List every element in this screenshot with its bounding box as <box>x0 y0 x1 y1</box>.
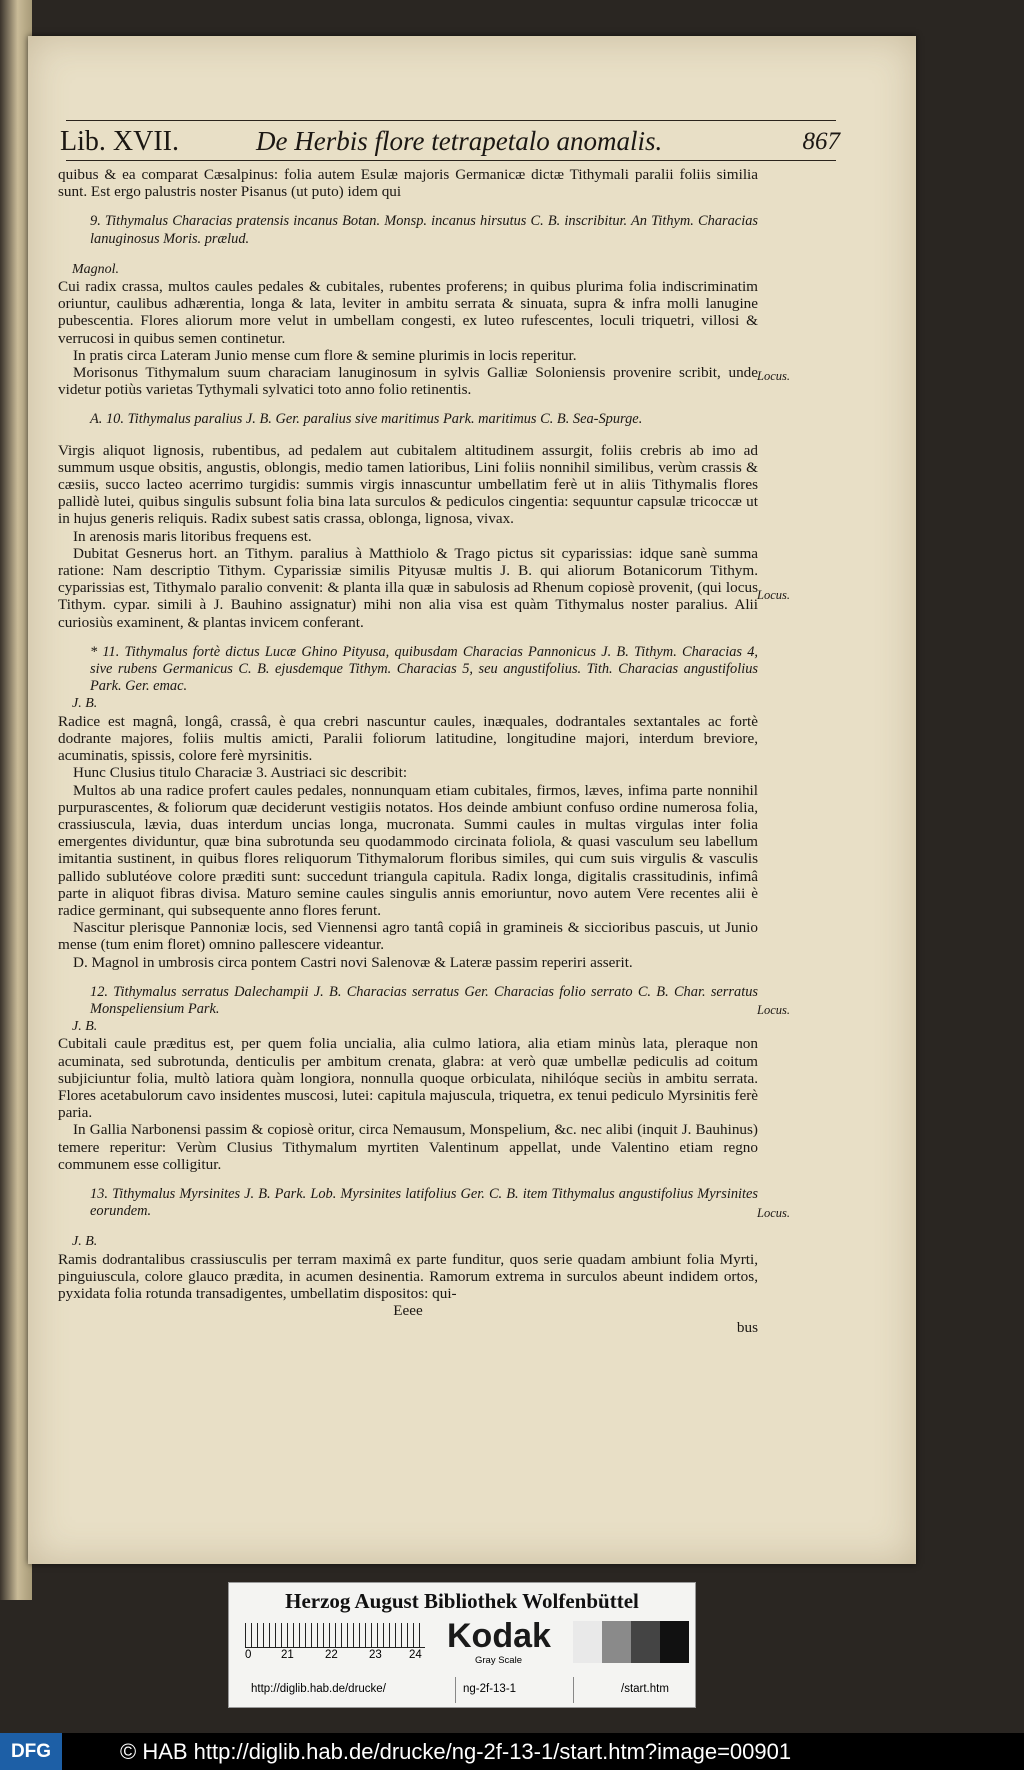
gray-scale-label: Gray Scale <box>475 1655 522 1666</box>
gray-swatch <box>573 1621 602 1663</box>
paragraph: D. Magnol in umbrosis circa pontem Castri novi Salenovæ & Lateræ passim reperiri asserit. <box>73 953 633 971</box>
book-label: Lib. XVII. <box>60 126 179 157</box>
scale-ruler <box>245 1623 425 1648</box>
gray-swatch <box>602 1621 631 1663</box>
species-heading: 13. Tithymalus Myrsinites J. B. Park. Lob. Myrsinites latifolius Ger. C. B. item Tithymalus angustifolius Myrsinites eorundem. <box>90 1185 758 1220</box>
color-calibration-target <box>228 1582 696 1708</box>
authority-label: J. B. <box>72 696 98 712</box>
paragraph: Dubitat Gesnerus hort. an Tithym. paralius à Matthiolo & Trago pictus sit cyparissias: idque sanè summa ratione: Nam descriptio Tithym. Cyparissiæ similis Pityusæ multis J. B. qui aliorum Botanicorum Tithym. cyparissias est, Tithymalo paralio convenit: & planta illa quæ in sabulosis ad Rhenum copiosè provenit, (qui locus Tithym. cypar. simili à J. Bauhino assignatur) mihi non alia visa est quàm Tithymalus noster paralius. Alii curiosiùs examinent, & plantas invicem conferant. <box>58 544 758 631</box>
paragraph: Multos ab una radice profert caules pedales, nonnunquam etiam cubitales, firmos, læves, infima parte nonnihil purpurascentes, & foliorum quæ deciderunt vestigiis notatos. Hos deinde ambiunt confuso ordine numerosa folia, crassiuscula, lævia, duas interdum uncias longa, mucronata. Summi caules in multas virgulas inter folia emergentes dividuntur, quæ bina subrotunda seu quodammodo circinata foliola, & quasi vasculum seu labellum imitantia sustinent, in quibus flores reliquorum Tithymalorum floribus similes, qui cum suis virgulis & vasculis pallido sublutéove colore præditi sunt: succedunt triangula capitula. Radix longa, digitalis crassitudinis, infimâ parte in aliquot fibras divisa. Maturo semine caules singulis annis emoriuntur, novo autem Vere recentes alii è radice germinant, qui subsequente anno flores ferunt. <box>58 781 758 919</box>
text-body <box>58 166 758 1337</box>
running-title: De Herbis flore tetrapetalo anomalis. <box>256 126 663 156</box>
species-heading: * 11. Tithymalus fortè dictus Lucæ Ghino Pityusa, quibusdam Characias Pannonicus J. B. Tithym. Characias 4, sive rubens Germanicus C. B. ejusdemque Tithym. Characias 5, seu angustifolius. Tith. Characias angustifolius Park. Ger. emac. <box>90 643 758 695</box>
paragraph: Cubitali caule præditus est, per quem folia uncialia, alia culmo latiora, alia etiam minùs lata, pleraque non acuminata, sed subrotunda, denticulis per ambitum crenata, glabra: at verò quæ umbellæ pediculis ad coitum subjiciuntur folia, multò latiora quàm longiora, nonnulla quoque orbiculata, nihilóque seciùs in ambitu serrata. Flores acetabulorum cavo insidentes muscosi, lutei: capitula majuscula, triquetra, ex tenui pediculo Myrsinitis ferè paria. <box>58 1035 758 1122</box>
paragraph: Cui radix crassa, multos caules pedales & cubitales, rubentes proferens; in quibus plurima folia indiscriminatim oriuntur, caulibus adhærentia, longa & lata, leviter in ambitu serrata & sinuata, supra & infra molli lanugine pubescentia. Flores aliorum more velut in umbellam congesti, ex luteo rufescentes, loculi triquetri, villosi & verrucosi in quibus semen continetur. <box>58 278 758 347</box>
gray-swatches <box>573 1621 689 1663</box>
paragraph: Radice est magnâ, longâ, crassâ, è qua crebri nascuntur caules, inæquales, dodrantales sextantales ac fortè dodrante majores, foliis multis amicti, Paralii foliorum latitudine, longitudine majori, interdum breviore, acuminatis, spissis, colore ferè myrsinitis. <box>58 712 758 765</box>
paragraph: Hunc Clusius titulo Characiæ 3. Austriaci sic describit: <box>73 764 408 782</box>
catchword: bus <box>736 1319 758 1337</box>
authority-label: Magnol. <box>72 261 120 277</box>
gray-swatch <box>660 1621 689 1663</box>
kodak-logo: Kodak <box>447 1617 551 1655</box>
url-page: /start.htm <box>621 1683 669 1695</box>
running-header <box>60 122 840 162</box>
species-heading: A. 10. Tithymalus paralius J. B. Ger. paralius sive maritimus Park. maritimus C. B. Sea-Spurge. <box>90 411 643 428</box>
paragraph: In Gallia Narbonensi passim & copiosè oritur, circa Nemausum, Monspelium, &c. nec alibi (inquit J. Bauhinus) temere reperitur: Verùm Clusius Tithymalum myrtiten Valentinum appellat, unde Valentino etiam regno communem esse colligitur. <box>58 1121 758 1173</box>
url-base: http://diglib.hab.de/drucke/ <box>251 1683 386 1695</box>
margin-note: Locus. <box>757 1206 790 1220</box>
paragraph: Virgis aliquot lignosis, rubentibus, ad pedalem aut cubitalem altitudinem assurgit, foliis crebris ab imo ad summum usque obsitis, angustis, oblongis, medio tamen latioribus, Lini foliis nonnihil similibus, verùm crassis & cæsiis, succo lacteo acerrimo turgidis: summis virgis innascuntur umbellatim ferè ut in aliis Tithymalis flores pallidè lutei, quibus singulis subsunt folia bina lata surculos & pediculos cingentia: sequuntur capsulæ tricoccæ ut in hujus generis reliquis. Radix subest satis crassa, oblonga, lignosa, vivax. <box>58 441 758 528</box>
ruler-numbers: 0 21 22 23 24 <box>245 1649 422 1661</box>
species-heading: 12. Tithymalus serratus Dalechampii J. B. Characias serratus Ger. Characias folio serrato C. B. Char. serratus Monspeliensium Park. <box>90 983 758 1017</box>
paragraph: In arenosis maris litoribus frequens est. <box>73 527 312 545</box>
library-name: Herzog August Bibliothek Wolfenbüttel <box>285 1589 639 1613</box>
paragraph: quibus & ea comparat Cæsalpinus: folia autem Esulæ majoris Germanicæ dictæ Tithymali paralii foliis similia sunt. Est ergo palustris noster Pisanus (ut puto) idem qui <box>58 166 758 201</box>
paragraph: Nascitur plerisque Pannoniæ locis, sed Viennensi agro tantâ copiâ in gramineis & siccioribus pascuis, ut Junio mense (tum enim floret) omnino pallescere videantur. <box>58 919 758 954</box>
margin-note: Locus. <box>757 1003 790 1017</box>
document-page <box>28 36 916 1564</box>
page-number: 867 <box>802 128 840 155</box>
margin-note: Locus. <box>757 588 790 602</box>
species-heading: 9. Tithymalus Characias pratensis incanus Botan. Monsp. incanus hirsutus C. B. inscribitur. An Tithym. Characias lanuginosus Moris. prælud. <box>90 213 758 247</box>
authority-label: J. B. <box>72 1019 98 1035</box>
paragraph: In pratis circa Lateram Junio mense cum flore & semine plurimis in locis reperitur. <box>73 346 577 364</box>
dfg-logo: DFG <box>0 1733 62 1770</box>
copyright-link[interactable]: © HAB http://diglib.hab.de/drucke/ng-2f-13-1/start.htm?image=00901 <box>120 1739 792 1764</box>
paragraph: Morisonus Tithymalum suum characiam lanuginosum in sylvis Galliæ Soloniensis provenire scribit, unde videtur potiùs varietas Tythymali sylvatici toto anno folio retinentis. <box>58 364 758 399</box>
paragraph: Ramis dodrantalibus crassiusculis per terram maximâ ex parte funditur, quos serie quadam ambiunt folia Myrti, pinguiuscula, colore glauco prædita, in acumen desinentia. Ramorum extrema in surculos abeunt indidem ortos, pyxidata folia rotunda transadigentes, umbellatim dispositos: qui- <box>58 1250 758 1302</box>
margin-note: Locus. <box>757 369 790 383</box>
viewer-footer <box>0 1733 1024 1770</box>
url-id: ng-2f-13-1 <box>463 1683 517 1695</box>
header-rule-bottom <box>66 160 836 161</box>
header-rule-top <box>66 120 836 121</box>
gray-swatch <box>631 1621 660 1663</box>
signature-mark: Eeee <box>393 1302 423 1320</box>
authority-label: J. B. <box>72 1234 98 1250</box>
